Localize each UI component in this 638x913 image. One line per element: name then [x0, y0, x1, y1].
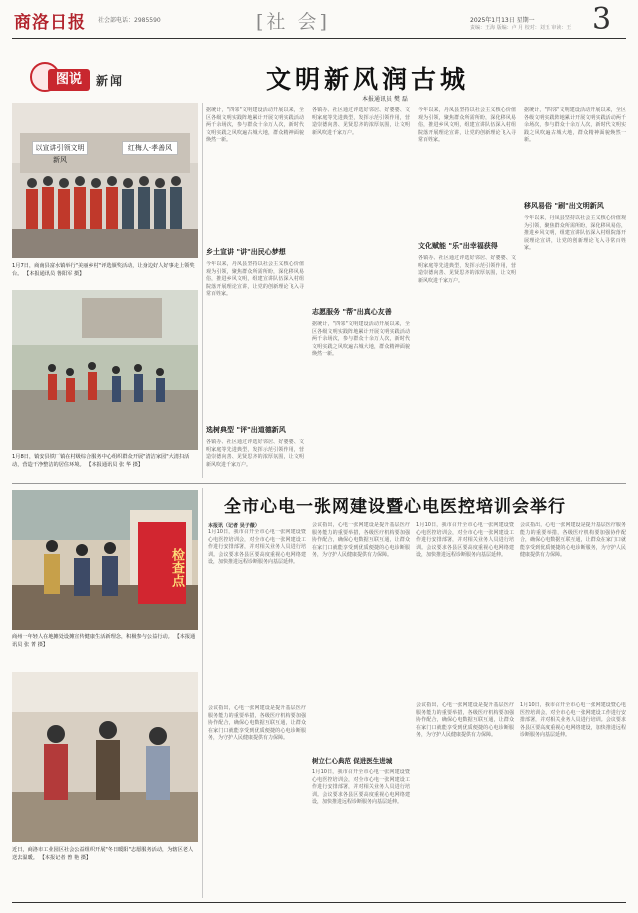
editor-credits: 责编：王海 版编：卢 月 校对：刘玉 审读：王: [470, 25, 572, 31]
article2-subhead: 树立仁心典范 促进医生进城: [312, 757, 393, 765]
photo-banner: 以宣讲引领文明新风: [32, 141, 88, 155]
article1-subhead: 乡土宣讲 "讲"出民心梦想: [206, 248, 286, 256]
article1-subhead: 选树典型 "评"出道德新风: [206, 426, 286, 434]
photo-caption-3: [12, 633, 198, 649]
article1-paragraph: 各镇办、社区通过评选好邻居、好婆婆、文明家庭等先进典型，发挥示范引领作用，营造崇德向善、见贤思齐的浓厚氛围，让文明新风吹进千家万户。: [312, 107, 410, 136]
photo-caption-4: [12, 846, 198, 862]
article2-paragraph: 1月10日，我市召开全市心电一张网建设暨心电医控培训会，对全市心电一张网建设工作进行安排部署，并对相关业务人员进行培训。会议要求各县区要高度重视心电网络建设，加快推进远程诊断服务向基层延伸。: [312, 769, 410, 806]
caption-text: 商州一年轻人在地摊处设摊宣传健康生活新理念，积极参与公益行动。: [12, 634, 173, 640]
article2-col3: [416, 522, 514, 898]
checkpoint-sign: 检查点: [138, 522, 186, 604]
article1-paragraph: 据统计，"四邻"文明建设活动开展以来，全区各级文明实践阵地累计开展文明实践活动两千余场次，参与群众十余万人次，新时代文明实践之风吹遍古城大地，群众精神面貌焕然一新。: [206, 107, 304, 144]
caption-author: 【本报通讯员 鲁阳军 摄】: [24, 271, 85, 277]
article2-paragraph: 会议指出，心电一张网建设是提升基层医疗服务能力的重要举措，各级医疗机构要加强协作配合，确保心电数据互联互通，让群众在家门口就能享受到优质便捷的心电诊断服务，为守护人民健康提供有力保障。: [416, 702, 514, 739]
photo-young-volunteers: [12, 490, 198, 630]
caption-author: 【本报通讯员 张 华 摄】: [86, 462, 144, 468]
article2-col1: [208, 522, 306, 898]
photo-elderly-care: [12, 672, 198, 842]
article1-paragraph: 据统计，"四邻"文明建设活动开展以来，全区各级文明实践阵地累计开展文明实践活动两千余场次，参与群众十余万人次，新时代文明实践之风吹遍古城大地，群众精神面貌焕然一新。: [312, 321, 410, 358]
article2-headline: 全市心电一张网建设暨心电医控培训会举行: [224, 497, 566, 517]
photo-award-ceremony: [12, 103, 198, 258]
section-divider: [12, 483, 626, 484]
masthead-rule: [12, 38, 626, 39]
article1-paragraph: 各镇办、社区通过评选好邻居、好婆婆、文明家庭等先进典型，发挥示范引领作用，营造崇德向善、见贤思齐的浓厚氛围，让文明新风吹进千家万户。: [418, 255, 516, 284]
article1-paragraph: 据统计，"四邻"文明建设活动开展以来，全区各级文明实践阵地累计开展文明实践活动两千余场次，参与群众十余万人次，新时代文明实践之风吹遍古城大地，群众精神面貌焕然一新。: [524, 107, 626, 144]
caption-author: 【本报记者 曾 艳 摄】: [39, 855, 92, 861]
caption-author: 【本报通讯员 张 菁 摄】: [12, 634, 196, 648]
section-name: [社 会]: [256, 11, 330, 33]
article2-paragraph: 会议指出，心电一张网建设是提升基层医疗服务能力的重要举措，各级医疗机构要加强协作配合，确保心电数据互联互通，让群众在家门口就能享受到优质便捷的心电诊断服务，为守护人民健康提供有力保障。: [312, 522, 410, 559]
newspaper-logo: 商洛日报: [14, 13, 86, 33]
photo-caption-2: [12, 453, 198, 469]
photo-banner-2: 红梅人·孝善风: [122, 141, 178, 155]
article1-paragraph: 今年以来，丹凤县坚持以社会主义核心价值观为引领，聚焦群众所需所盼，深化移风易俗，推进乡风文明，组建宣讲队伍深入村组院落开展理论宣讲，让党的创新理论飞入寻常百姓家。: [418, 107, 516, 144]
article2-paragraph: 1月10日，我市召开全市心电一张网建设暨心电医控培训会，对全市心电一张网建设工作进行安排部署，并对相关业务人员进行培训。会议要求各县区要高度重视心电网络建设，加快推进远程诊断服务向基层延伸。: [416, 522, 514, 559]
tushuo-label: 新闻: [96, 74, 125, 88]
article1-col2: [312, 107, 410, 475]
page-number: 3: [592, 2, 612, 37]
department-phone: 社会部电话：2985590: [98, 17, 161, 24]
article1-paragraph: 今年以来，丹凤县坚持以社会主义核心价值观为引领，聚焦群众所需所盼，深化移风易俗，推进乡风文明，组建宣讲队伍深入村组院落开展理论宣讲，让党的创新理论飞入寻常百姓家。: [524, 215, 626, 252]
article1-col4: [524, 107, 626, 475]
article2-byline: 本报讯（记者 吴子薇）: [208, 523, 260, 529]
article2-paragraph: 1月10日，我市召开全市心电一张网建设暨心电医控培训会，对全市心电一张网建设工作进行安排部署，并对相关业务人员进行培训。会议要求各县区要高度重视心电网络建设，加快推进远程诊断服务向基层延伸。: [520, 702, 626, 739]
article1-subhead: 志愿服务 "帮"出真心友善: [312, 308, 392, 316]
article2-paragraph: 会议指出，心电一张网建设是提升基层医疗服务能力的重要举措，各级医疗机构要加强协作配合，确保心电数据互联互通，让群众在家门口就能享受到优质便捷的心电诊断服务，为守护人民健康提供有力保障。: [520, 522, 626, 559]
article1-paragraph: 今年以来，丹凤县坚持以社会主义核心价值观为引领，聚焦群众所需所盼，深化移风易俗，推进乡风文明，组建宣讲队伍深入村组院落开展理论宣讲，让党的创新理论飞入寻常百姓家。: [206, 261, 304, 298]
article1-headline: 文明新风润古城: [266, 65, 470, 94]
photo-caption-1: [12, 262, 198, 278]
issue-date: 2025年1月13日 星期一: [470, 17, 535, 24]
caption-text: 1月8日，镇安县铁厂镇在村级综合服务中心组织群众开展"清洁家园"大清扫活动，营造干净整洁的居住环境。: [12, 454, 190, 468]
article2-col2: [312, 522, 410, 898]
article1-paragraph: 各镇办、社区通过评选好邻居、好婆婆、文明家庭等先进典型，发挥示范引领作用，营造崇德向善、见贤思齐的浓厚氛围，让文明新风吹进千家万户。: [206, 439, 304, 468]
caption-text: 近日，商洛市工业园区社会公益组织开展"冬日暖阳"志愿服务活动，为辖区老人送去温暖。: [12, 847, 194, 861]
article1-col3: [418, 107, 516, 475]
article2-paragraph: 会议指出，心电一张网建设是提升基层医疗服务能力的重要举措，各级医疗机构要加强协作配合，确保心电数据互联互通，让群众在家门口就能享受到优质便捷的心电诊断服务，为守护人民健康提供有力保障。: [208, 705, 306, 742]
article1-col1: [206, 107, 304, 475]
tushuo-badge: 图说: [48, 69, 90, 91]
column-divider: [202, 103, 203, 478]
caption-text: 1月7日，商南县富水镇举行"美丽乡村"评选颁奖活动，让身边好人好事走上领奖台。: [12, 263, 195, 277]
footer-rule: [12, 902, 626, 903]
photo-community-cleanup: [12, 290, 198, 450]
column-divider: [202, 488, 203, 898]
article2-col4: [520, 522, 626, 898]
article1-subhead: 移风易俗 "刷"出文明新风: [524, 202, 604, 210]
article1-subhead: 文化赋能 "乐"出幸福获得: [418, 242, 498, 250]
article1-byline: 本报通讯员 樊 磊: [362, 96, 408, 103]
article2-paragraph: 1月10日，我市召开全市心电一张网建设暨心电医控培训会，对全市心电一张网建设工作进行安排部署，并对相关业务人员进行培训。会议要求各县区要高度重视心电网络建设，加快推进远程诊断服务向基层延伸。: [208, 529, 306, 566]
